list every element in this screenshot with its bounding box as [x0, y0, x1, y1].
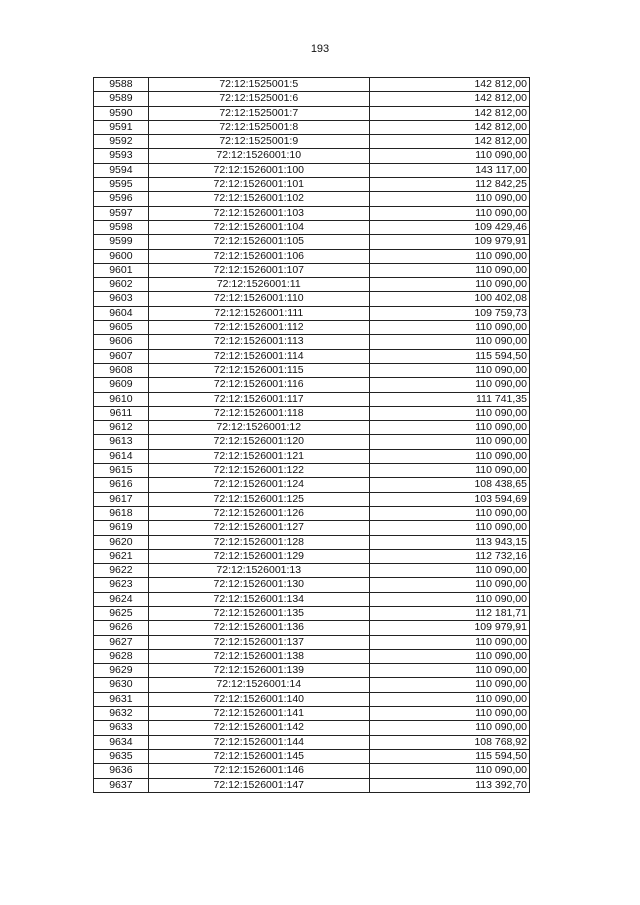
row-number-cell: 9624	[94, 592, 149, 606]
value-cell: 111 741,35	[369, 392, 529, 406]
value-cell: 142 812,00	[369, 106, 529, 120]
value-cell: 110 090,00	[369, 506, 529, 520]
value-cell: 110 090,00	[369, 692, 529, 706]
cadastral-number-cell: 72:12:1526001:107	[148, 263, 369, 277]
value-cell: 108 768,92	[369, 735, 529, 749]
row-number-cell: 9633	[94, 721, 149, 735]
cadastral-number-cell: 72:12:1526001:115	[148, 363, 369, 377]
row-number-cell: 9603	[94, 292, 149, 306]
row-number-cell: 9636	[94, 764, 149, 778]
value-cell: 110 090,00	[369, 335, 529, 349]
row-number-cell: 9604	[94, 306, 149, 320]
row-number-cell: 9615	[94, 464, 149, 478]
table-row	[94, 635, 530, 649]
table-row	[94, 92, 530, 106]
row-number-cell: 9594	[94, 163, 149, 177]
cadastral-number-cell: 72:12:1526001:135	[148, 606, 369, 620]
cadastral-number-cell: 72:12:1526001:126	[148, 506, 369, 520]
row-number-cell: 9588	[94, 78, 149, 92]
table-row	[94, 163, 530, 177]
cadastral-number-cell: 72:12:1526001:118	[148, 406, 369, 420]
row-number-cell: 9621	[94, 549, 149, 563]
value-cell: 110 090,00	[369, 149, 529, 163]
cadastral-number-cell: 72:12:1526001:142	[148, 721, 369, 735]
table-row	[94, 321, 530, 335]
table-row	[94, 606, 530, 620]
cadastral-number-cell: 72:12:1526001:11	[148, 278, 369, 292]
table-row	[94, 206, 530, 220]
table-row	[94, 192, 530, 206]
value-cell: 143 117,00	[369, 163, 529, 177]
row-number-cell: 9602	[94, 278, 149, 292]
value-cell: 110 090,00	[369, 678, 529, 692]
row-number-cell: 9611	[94, 406, 149, 420]
row-number-cell: 9599	[94, 235, 149, 249]
row-number-cell: 9623	[94, 578, 149, 592]
cadastral-number-cell: 72:12:1526001:114	[148, 349, 369, 363]
table-row	[94, 278, 530, 292]
value-cell: 110 090,00	[369, 664, 529, 678]
cadastral-number-cell: 72:12:1526001:110	[148, 292, 369, 306]
cadastral-number-cell: 72:12:1526001:106	[148, 249, 369, 263]
cadastral-number-cell: 72:12:1525001:7	[148, 106, 369, 120]
row-number-cell: 9597	[94, 206, 149, 220]
value-cell: 109 429,46	[369, 220, 529, 234]
row-number-cell: 9612	[94, 421, 149, 435]
table-row	[94, 178, 530, 192]
table-row	[94, 249, 530, 263]
table-body	[94, 78, 530, 793]
value-cell: 110 090,00	[369, 363, 529, 377]
cadastral-number-cell: 72:12:1526001:125	[148, 492, 369, 506]
cadastral-number-cell: 72:12:1526001:105	[148, 235, 369, 249]
table-row	[94, 406, 530, 420]
cadastral-number-cell: 72:12:1526001:12	[148, 421, 369, 435]
table-row	[94, 392, 530, 406]
value-cell: 110 090,00	[369, 721, 529, 735]
row-number-cell: 9618	[94, 506, 149, 520]
value-cell: 115 594,50	[369, 349, 529, 363]
table-row	[94, 449, 530, 463]
table-row	[94, 378, 530, 392]
cadastral-number-cell: 72:12:1526001:127	[148, 521, 369, 535]
cadastral-number-cell: 72:12:1526001:145	[148, 749, 369, 763]
row-number-cell: 9606	[94, 335, 149, 349]
table-row	[94, 120, 530, 134]
value-cell: 110 090,00	[369, 192, 529, 206]
value-cell: 109 979,91	[369, 235, 529, 249]
table-row	[94, 692, 530, 706]
table-row	[94, 578, 530, 592]
value-cell: 100 402,08	[369, 292, 529, 306]
value-cell: 115 594,50	[369, 749, 529, 763]
table-row	[94, 106, 530, 120]
cadastral-number-cell: 72:12:1526001:136	[148, 621, 369, 635]
value-cell: 110 090,00	[369, 378, 529, 392]
value-cell: 142 812,00	[369, 135, 529, 149]
value-cell: 110 090,00	[369, 649, 529, 663]
value-cell: 110 090,00	[369, 421, 529, 435]
table-row	[94, 506, 530, 520]
row-number-cell: 9601	[94, 263, 149, 277]
cadastral-number-cell: 72:12:1526001:10	[148, 149, 369, 163]
row-number-cell: 9590	[94, 106, 149, 120]
cadastral-number-cell: 72:12:1526001:121	[148, 449, 369, 463]
value-cell: 112 181,71	[369, 606, 529, 620]
row-number-cell: 9625	[94, 606, 149, 620]
value-cell: 110 090,00	[369, 564, 529, 578]
table-row	[94, 292, 530, 306]
table-row	[94, 664, 530, 678]
table-row	[94, 621, 530, 635]
value-cell: 110 090,00	[369, 707, 529, 721]
cadastral-number-cell: 72:12:1526001:101	[148, 178, 369, 192]
table-row	[94, 135, 530, 149]
table-row	[94, 735, 530, 749]
table-row	[94, 235, 530, 249]
row-number-cell: 9617	[94, 492, 149, 506]
table-row	[94, 306, 530, 320]
value-cell: 113 943,15	[369, 535, 529, 549]
cadastral-number-cell: 72:12:1526001:147	[148, 778, 369, 792]
value-cell: 110 090,00	[369, 578, 529, 592]
table-row	[94, 721, 530, 735]
cadastral-number-cell: 72:12:1526001:129	[148, 549, 369, 563]
value-cell: 110 090,00	[369, 206, 529, 220]
row-number-cell: 9614	[94, 449, 149, 463]
table-row	[94, 349, 530, 363]
row-number-cell: 9589	[94, 92, 149, 106]
table-row	[94, 649, 530, 663]
table-row	[94, 678, 530, 692]
row-number-cell: 9627	[94, 635, 149, 649]
table-row	[94, 464, 530, 478]
cadastral-number-cell: 72:12:1526001:102	[148, 192, 369, 206]
cadastral-number-cell: 72:12:1525001:5	[148, 78, 369, 92]
cadastral-number-cell: 72:12:1526001:116	[148, 378, 369, 392]
value-cell: 112 732,16	[369, 549, 529, 563]
cadastral-number-cell: 72:12:1526001:137	[148, 635, 369, 649]
row-number-cell: 9608	[94, 363, 149, 377]
cadastral-number-cell: 72:12:1526001:138	[148, 649, 369, 663]
table-row	[94, 749, 530, 763]
value-cell: 108 438,65	[369, 478, 529, 492]
value-cell: 112 842,25	[369, 178, 529, 192]
table-row	[94, 478, 530, 492]
value-cell: 110 090,00	[369, 278, 529, 292]
cadastral-number-cell: 72:12:1526001:146	[148, 764, 369, 778]
row-number-cell: 9609	[94, 378, 149, 392]
row-number-cell: 9631	[94, 692, 149, 706]
row-number-cell: 9592	[94, 135, 149, 149]
value-cell: 110 090,00	[369, 406, 529, 420]
row-number-cell: 9622	[94, 564, 149, 578]
table-row	[94, 492, 530, 506]
cadastral-number-cell: 72:12:1526001:128	[148, 535, 369, 549]
row-number-cell: 9619	[94, 521, 149, 535]
value-cell: 110 090,00	[369, 592, 529, 606]
table-row	[94, 435, 530, 449]
cadastral-number-cell: 72:12:1526001:112	[148, 321, 369, 335]
table-row	[94, 363, 530, 377]
cadastral-number-cell: 72:12:1526001:13	[148, 564, 369, 578]
row-number-cell: 9595	[94, 178, 149, 192]
table-row	[94, 778, 530, 792]
value-cell: 110 090,00	[369, 249, 529, 263]
row-number-cell: 9629	[94, 664, 149, 678]
table-row	[94, 263, 530, 277]
cadastral-number-cell: 72:12:1526001:141	[148, 707, 369, 721]
value-cell: 142 812,00	[369, 78, 529, 92]
table-row	[94, 521, 530, 535]
table-row	[94, 564, 530, 578]
value-cell: 110 090,00	[369, 321, 529, 335]
table-row	[94, 421, 530, 435]
cadastral-number-cell: 72:12:1526001:111	[148, 306, 369, 320]
value-cell: 142 812,00	[369, 120, 529, 134]
data-table	[93, 77, 530, 793]
cadastral-number-cell: 72:12:1525001:9	[148, 135, 369, 149]
table-row	[94, 592, 530, 606]
table-row	[94, 764, 530, 778]
table-row	[94, 220, 530, 234]
row-number-cell: 9637	[94, 778, 149, 792]
row-number-cell: 9632	[94, 707, 149, 721]
cadastral-number-cell: 72:12:1526001:100	[148, 163, 369, 177]
table-row	[94, 707, 530, 721]
page-number: 193	[310, 43, 330, 55]
row-number-cell: 9634	[94, 735, 149, 749]
cadastral-number-cell: 72:12:1525001:6	[148, 92, 369, 106]
cadastral-number-cell: 72:12:1526001:14	[148, 678, 369, 692]
value-cell: 110 090,00	[369, 521, 529, 535]
cadastral-number-cell: 72:12:1526001:104	[148, 220, 369, 234]
value-cell: 110 090,00	[369, 764, 529, 778]
row-number-cell: 9598	[94, 220, 149, 234]
cadastral-number-cell: 72:12:1526001:113	[148, 335, 369, 349]
table-row	[94, 78, 530, 92]
row-number-cell: 9613	[94, 435, 149, 449]
value-cell: 110 090,00	[369, 263, 529, 277]
cadastral-number-cell: 72:12:1526001:130	[148, 578, 369, 592]
value-cell: 110 090,00	[369, 464, 529, 478]
row-number-cell: 9626	[94, 621, 149, 635]
table-row	[94, 149, 530, 163]
cadastral-number-cell: 72:12:1525001:8	[148, 120, 369, 134]
value-cell: 110 090,00	[369, 635, 529, 649]
value-cell: 110 090,00	[369, 449, 529, 463]
value-cell: 142 812,00	[369, 92, 529, 106]
cadastral-number-cell: 72:12:1526001:144	[148, 735, 369, 749]
cadastral-number-cell: 72:12:1526001:117	[148, 392, 369, 406]
cadastral-number-cell: 72:12:1526001:134	[148, 592, 369, 606]
cadastral-number-cell: 72:12:1526001:124	[148, 478, 369, 492]
row-number-cell: 9600	[94, 249, 149, 263]
row-number-cell: 9607	[94, 349, 149, 363]
row-number-cell: 9630	[94, 678, 149, 692]
row-number-cell: 9605	[94, 321, 149, 335]
value-cell: 113 392,70	[369, 778, 529, 792]
cadastral-number-cell: 72:12:1526001:140	[148, 692, 369, 706]
row-number-cell: 9616	[94, 478, 149, 492]
cadastral-number-cell: 72:12:1526001:103	[148, 206, 369, 220]
row-number-cell: 9620	[94, 535, 149, 549]
row-number-cell: 9593	[94, 149, 149, 163]
value-cell: 103 594,69	[369, 492, 529, 506]
value-cell: 110 090,00	[369, 435, 529, 449]
row-number-cell: 9628	[94, 649, 149, 663]
row-number-cell: 9610	[94, 392, 149, 406]
row-number-cell: 9591	[94, 120, 149, 134]
cadastral-number-cell: 72:12:1526001:139	[148, 664, 369, 678]
value-cell: 109 979,91	[369, 621, 529, 635]
table-row	[94, 335, 530, 349]
row-number-cell: 9596	[94, 192, 149, 206]
value-cell: 109 759,73	[369, 306, 529, 320]
cadastral-number-cell: 72:12:1526001:122	[148, 464, 369, 478]
table-row	[94, 549, 530, 563]
table-row	[94, 535, 530, 549]
row-number-cell: 9635	[94, 749, 149, 763]
cadastral-number-cell: 72:12:1526001:120	[148, 435, 369, 449]
